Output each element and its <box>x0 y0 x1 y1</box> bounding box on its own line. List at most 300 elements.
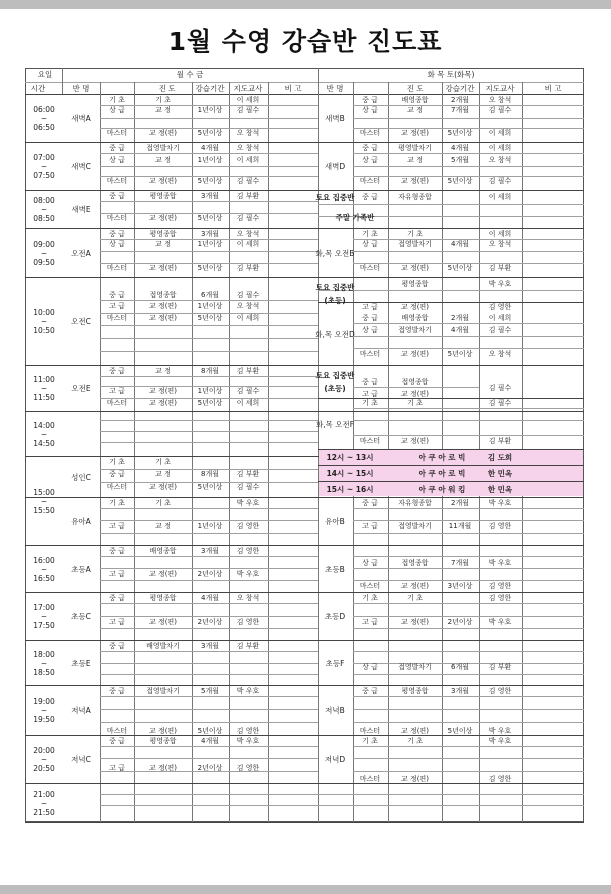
class-teacher: 박 우호 <box>488 559 512 567</box>
row-divider <box>353 323 584 324</box>
class-progress: 배영발차기 <box>146 642 180 650</box>
row-divider <box>353 166 584 167</box>
row-divider <box>100 351 318 352</box>
class-progress: 교 정(편) <box>149 483 177 491</box>
time-end: 11:50 <box>33 393 55 402</box>
row-divider <box>353 603 584 604</box>
class-teacher: 이 세희 <box>236 399 260 407</box>
class-progress: 접영발차기 <box>398 240 432 248</box>
class-period: 5개월 <box>451 156 469 164</box>
class-period: 3개월 <box>201 230 219 238</box>
class-teacher: 박 우호 <box>236 499 260 507</box>
row-divider <box>318 290 584 291</box>
class-progress: 기 초 <box>407 399 423 407</box>
class-teacher: 오 창석 <box>236 302 260 310</box>
class-level: 중 급 <box>362 96 378 104</box>
time-tilde: ~ <box>40 564 48 574</box>
saturday-class-label: 토요 집중반 <box>315 193 355 202</box>
class-level: 기 초 <box>362 737 378 745</box>
time-tilde: ~ <box>40 658 48 668</box>
class-name: 저녁C <box>71 755 91 764</box>
class-progress: 교 정(편) <box>401 775 429 783</box>
time-tilde: ~ <box>40 612 48 621</box>
row-divider <box>353 520 584 521</box>
time-end: 17:50 <box>33 621 55 630</box>
class-teacher: 이 세희 <box>488 230 512 238</box>
class-teacher: 이 세희 <box>236 240 260 248</box>
class-teacher: 김 필수 <box>488 384 512 392</box>
class-name: 새벽A <box>71 114 91 123</box>
class-progress: 교 정(편) <box>149 618 177 626</box>
top-gray-band <box>0 0 611 9</box>
class-period: 2년이상 <box>447 618 473 626</box>
class-period: 5년이상 <box>197 314 223 322</box>
time-tilde: ~ <box>40 114 48 123</box>
row-divider <box>25 822 584 823</box>
row-divider <box>100 166 318 167</box>
right-column-header: 비 고 <box>544 84 562 93</box>
time-tilde: ~ <box>40 496 48 506</box>
class-period: 2년이상 <box>197 570 223 578</box>
class-period: 5년이상 <box>197 264 223 272</box>
class-period: 5년이상 <box>447 727 473 735</box>
saturday-class-label: 토요 집중반 <box>315 371 355 380</box>
class-teacher: 김 부환 <box>488 264 512 272</box>
time-end: 19:50 <box>33 715 55 724</box>
time-end: 18:50 <box>33 667 55 677</box>
class-teacher: 김 영한 <box>236 618 260 626</box>
class-progress: 교 정(편) <box>401 618 429 626</box>
col-divider <box>62 68 63 94</box>
class-progress: 교 정(편) <box>149 214 177 222</box>
class-level: 마스터 <box>106 214 128 222</box>
row-divider <box>318 794 584 795</box>
class-period: 6개월 <box>201 291 219 299</box>
class-level: 기 초 <box>362 399 378 407</box>
row-divider <box>25 365 584 366</box>
class-name: 화,목 오전F <box>315 419 355 429</box>
class-progress: 기 초 <box>407 737 423 745</box>
time-start: 09:00 <box>33 239 55 249</box>
row-divider <box>100 251 318 252</box>
class-teacher: 오 창석 <box>488 96 512 104</box>
class-level: 마스터 <box>359 129 381 137</box>
row-divider <box>100 118 318 119</box>
row-divider <box>100 580 318 581</box>
class-level: 마스터 <box>106 314 128 322</box>
class-name: 화,목 오전B <box>315 248 355 258</box>
class-progress: 평영종합 <box>149 737 177 745</box>
class-progress: 교 정(편) <box>149 264 177 272</box>
class-period: 5년이상 <box>197 483 223 491</box>
class-level: 마스터 <box>106 399 128 407</box>
row-divider <box>100 520 318 521</box>
row-divider <box>353 336 584 337</box>
class-teacher: 이 세희 <box>488 129 512 137</box>
left-column-header: 지도교사 <box>233 84 263 93</box>
col-divider <box>268 82 269 822</box>
class-level: 중 급 <box>109 687 125 695</box>
class-progress: 기 초 <box>407 594 423 602</box>
class-progress: 교 정 <box>155 240 171 248</box>
class-level: 마스터 <box>359 264 381 272</box>
special-program-teacher: 김 도희 <box>487 453 513 462</box>
class-period: 2개월 <box>451 499 469 507</box>
row-divider <box>100 325 318 326</box>
class-teacher: 김 영한 <box>488 582 512 590</box>
saturday-class-sub: (초등) <box>324 296 346 305</box>
class-name: 오전C <box>71 317 91 326</box>
row-divider <box>353 420 584 421</box>
class-teacher: 김 필수 <box>236 291 260 299</box>
row-divider <box>353 251 584 252</box>
time-start: 15:00 <box>33 487 55 497</box>
class-level: 상 급 <box>362 240 378 248</box>
row-divider <box>353 709 584 710</box>
row-divider <box>353 348 584 349</box>
class-teacher: 김 영한 <box>236 522 260 530</box>
right-column-header: 지도교사 <box>485 84 515 93</box>
class-level: 고 급 <box>362 618 378 626</box>
col-divider <box>229 82 230 822</box>
time-tilde: ~ <box>40 429 48 439</box>
class-teacher: 박 우호 <box>488 737 512 745</box>
class-progress: 기 초 <box>155 499 171 507</box>
row-divider <box>100 709 318 710</box>
row-divider <box>25 411 584 412</box>
class-teacher: 박 우호 <box>488 618 512 626</box>
row-divider <box>353 651 584 652</box>
class-period: 1년이상 <box>197 387 223 395</box>
row-divider <box>100 442 318 443</box>
row-divider <box>353 722 584 723</box>
row-divider <box>353 533 584 534</box>
class-progress: 평영종합 <box>149 230 177 238</box>
col-divider <box>134 82 135 822</box>
class-teacher: 김 부환 <box>236 642 260 650</box>
class-progress: 교 정(편) <box>401 264 429 272</box>
class-progress: 교 정(편) <box>401 390 429 398</box>
class-period: 1년이상 <box>197 302 223 310</box>
class-progress: 교 정(편) <box>401 129 429 137</box>
class-name: 초등C <box>71 612 91 621</box>
class-level: 중 급 <box>362 314 378 322</box>
class-name: 초등B <box>325 564 345 574</box>
row-divider <box>100 651 318 652</box>
class-level: 고 급 <box>362 522 378 530</box>
class-period: 4개월 <box>451 326 469 334</box>
class-teacher: 김 영한 <box>488 775 512 783</box>
row-divider <box>353 746 584 747</box>
time-tilde: ~ <box>40 162 48 171</box>
class-teacher: 김 부환 <box>236 470 260 478</box>
class-progress: 배영종합 <box>401 314 429 322</box>
class-level: 마스터 <box>106 264 128 272</box>
class-level: 중 급 <box>362 499 378 507</box>
row-divider <box>353 616 584 617</box>
class-teacher: 김 필수 <box>236 214 260 222</box>
class-name: 새벽C <box>71 162 91 171</box>
class-level: 마스터 <box>106 177 128 185</box>
class-level: 상 급 <box>362 559 378 567</box>
class-name: 오전A <box>71 248 91 258</box>
class-level: 고 급 <box>109 387 125 395</box>
row-divider <box>100 663 318 664</box>
class-level: 마스터 <box>359 177 381 185</box>
time-start: 14:00 <box>33 420 55 430</box>
class-level: 중 급 <box>109 230 125 238</box>
row-divider <box>318 465 584 466</box>
class-teacher: 이 세희 <box>488 314 512 322</box>
class-progress: 교 정(편) <box>149 302 177 310</box>
class-period: 3년이상 <box>447 582 473 590</box>
row-divider <box>25 228 584 229</box>
row-divider <box>353 387 479 388</box>
class-level: 마스터 <box>359 437 381 445</box>
col-divider <box>100 82 101 822</box>
class-period: 2년이상 <box>197 618 223 626</box>
class-period: 5년이상 <box>197 129 223 137</box>
class-progress: 교 정 <box>155 156 171 164</box>
class-period: 2개월 <box>451 314 469 322</box>
time-tilde: ~ <box>40 755 48 764</box>
class-period: 2개월 <box>451 96 469 104</box>
class-progress: 기 초 <box>155 458 171 466</box>
class-progress: 평영종합 <box>401 687 429 695</box>
row-divider <box>318 204 584 205</box>
class-period: 1년이상 <box>197 240 223 248</box>
class-progress: 접영종합 <box>149 291 177 299</box>
class-level: 마스터 <box>106 483 128 491</box>
class-period: 5년이상 <box>447 177 473 185</box>
row-divider <box>100 805 318 806</box>
class-level: 중 급 <box>109 737 125 745</box>
time-tilde: ~ <box>40 248 48 258</box>
class-progress: 접영발차기 <box>398 326 432 334</box>
row-divider <box>353 580 584 581</box>
class-name: 저녁A <box>71 706 91 715</box>
saturday-class-sub: (초등) <box>324 384 346 393</box>
class-progress: 교 정(편) <box>149 399 177 407</box>
row-divider <box>25 94 584 95</box>
class-name: 새벽E <box>71 205 91 214</box>
class-name: 새벽D <box>324 162 346 171</box>
class-teacher: 김 부환 <box>488 663 512 671</box>
right-column-header: 진 도 <box>406 84 424 93</box>
corner-day-label: 요일 <box>37 70 53 79</box>
class-level: 고 급 <box>109 570 125 578</box>
right-column-header: 반 명 <box>326 84 344 93</box>
time-tilde: ~ <box>40 706 48 715</box>
time-start: 18:00 <box>33 649 55 659</box>
class-level: 중 급 <box>109 367 125 375</box>
class-level: 고 급 <box>109 302 125 310</box>
time-end: 09:50 <box>33 257 55 267</box>
class-period: 3개월 <box>201 547 219 555</box>
row-divider <box>100 533 318 534</box>
time-end: 16:50 <box>33 573 55 583</box>
row-divider <box>353 568 584 569</box>
class-teacher: 김 부환 <box>488 437 512 445</box>
class-progress: 교 정(편) <box>401 350 429 358</box>
row-divider <box>25 142 584 143</box>
row-divider <box>100 616 318 617</box>
row-divider <box>353 508 584 509</box>
class-teacher: 박 우호 <box>236 570 260 578</box>
class-level: 마스터 <box>359 582 381 590</box>
class-progress: 접영발차기 <box>398 522 432 530</box>
class-level: 마스터 <box>106 129 128 137</box>
class-level: 중 급 <box>362 144 378 152</box>
class-progress: 평영종합 <box>401 280 429 288</box>
col-divider <box>192 82 193 822</box>
class-name: 성인C <box>71 472 91 482</box>
row-divider <box>100 628 318 629</box>
row-divider <box>318 449 584 450</box>
class-period: 5년이상 <box>197 214 223 222</box>
special-program-time: 14시 ~ 15시 <box>326 469 374 478</box>
class-progress: 접영발차기 <box>146 144 180 152</box>
class-progress: 교 정(편) <box>149 177 177 185</box>
time-start: 10:00 <box>33 308 55 317</box>
class-level: 고 급 <box>362 390 378 398</box>
class-level: 고 급 <box>109 618 125 626</box>
class-period: 4개월 <box>451 144 469 152</box>
class-level: 중 급 <box>109 547 125 555</box>
special-program-time: 12시 ~ 13시 <box>326 453 374 462</box>
class-period: 11개월 <box>448 522 472 530</box>
class-name: 화,목 오전D <box>315 329 355 339</box>
row-divider <box>25 592 584 593</box>
class-teacher: 김 필수 <box>488 106 512 114</box>
class-teacher: 이 세희 <box>236 156 260 164</box>
class-progress: 교 정(편) <box>149 314 177 322</box>
time-end: 20:50 <box>33 764 55 773</box>
time-start: 11:00 <box>33 375 55 384</box>
class-teacher: 오 창석 <box>488 156 512 164</box>
row-divider <box>25 640 584 641</box>
class-level: 마스터 <box>359 727 381 735</box>
row-divider <box>100 746 318 747</box>
class-teacher: 김 부환 <box>236 367 260 375</box>
row-divider <box>318 481 584 482</box>
class-level: 상 급 <box>109 106 125 114</box>
class-level: 중 급 <box>109 470 125 478</box>
class-level: 상 급 <box>109 240 125 248</box>
row-divider <box>353 696 584 697</box>
class-teacher: 오 창석 <box>236 144 260 152</box>
row-divider <box>100 420 318 421</box>
class-progress: 교 정(편) <box>149 764 177 772</box>
time-end: 06:50 <box>33 123 55 132</box>
class-teacher: 김 필수 <box>488 399 512 407</box>
class-level: 마스터 <box>359 350 381 358</box>
time-tilde: ~ <box>40 205 48 214</box>
class-teacher: 김 영한 <box>236 764 260 772</box>
bottom-gray-band <box>0 885 611 894</box>
class-level: 상 급 <box>362 106 378 114</box>
class-level: 중 급 <box>109 594 125 602</box>
row-divider <box>353 771 584 772</box>
class-name: 저녁B <box>325 706 345 715</box>
class-teacher: 김 영한 <box>488 522 512 530</box>
time-start: 17:00 <box>33 603 55 612</box>
class-progress: 교 정 <box>155 367 171 375</box>
row-divider <box>318 805 584 806</box>
row-divider <box>353 628 584 629</box>
class-progress: 기 초 <box>155 96 171 104</box>
class-period: 5년이상 <box>447 350 473 358</box>
class-level: 고 급 <box>109 522 125 530</box>
right-group-header: 화 목 토(화목) <box>427 70 475 79</box>
class-progress: 교 정(편) <box>401 582 429 590</box>
class-progress: 교 정(편) <box>149 387 177 395</box>
time-tilde: ~ <box>40 317 48 326</box>
class-progress: 교 정(편) <box>149 129 177 137</box>
time-end: 21:50 <box>33 807 55 817</box>
corner-time-label: 시간 <box>30 84 46 93</box>
class-period: 7개월 <box>451 106 469 114</box>
row-divider <box>353 118 584 119</box>
class-level: 기 초 <box>362 594 378 602</box>
time-start: 06:00 <box>33 105 55 114</box>
row-divider <box>100 153 318 154</box>
class-level: 기 초 <box>109 499 125 507</box>
class-teacher: 김 영한 <box>488 687 512 695</box>
class-progress: 평영발차기 <box>398 144 432 152</box>
row-divider <box>353 556 584 557</box>
class-period: 1년이상 <box>197 522 223 530</box>
class-progress: 접영발차기 <box>398 663 432 671</box>
class-period: 4개월 <box>201 737 219 745</box>
class-period: 6개월 <box>451 663 469 671</box>
class-level: 고 급 <box>362 303 378 311</box>
class-level: 고 급 <box>109 764 125 772</box>
row-divider <box>25 685 584 686</box>
row-divider <box>100 758 318 759</box>
class-level: 중 급 <box>109 291 125 299</box>
class-teacher: 박 우호 <box>488 499 512 507</box>
class-teacher: 이 세희 <box>488 193 512 201</box>
time-end: 14:50 <box>33 438 55 448</box>
row-divider <box>100 696 318 697</box>
page-title: 1월 수영 강습반 진도표 <box>168 27 443 56</box>
family-class-label: 주말 가족반 <box>335 213 375 222</box>
class-period: 3개월 <box>201 642 219 650</box>
class-teacher: 김 영한 <box>488 303 512 311</box>
class-teacher: 김 부환 <box>236 264 260 272</box>
row-divider <box>25 82 584 83</box>
left-column-header: 반 명 <box>72 84 90 93</box>
class-name: 유아B <box>325 517 345 526</box>
class-period: 8개월 <box>201 367 219 375</box>
class-teacher: 김 필수 <box>236 106 260 114</box>
row-divider <box>25 545 584 546</box>
class-teacher: 김 필수 <box>488 177 512 185</box>
class-period: 5년이상 <box>447 129 473 137</box>
class-progress: 접영발차기 <box>146 687 180 695</box>
special-program-teacher: 한 민옥 <box>487 485 513 494</box>
saturday-class-label: 토요 집중반 <box>315 283 355 292</box>
row-divider <box>100 431 318 432</box>
class-progress: 접영종합 <box>401 559 429 567</box>
row-divider <box>100 722 318 723</box>
row-divider <box>318 398 584 399</box>
class-period: 2년이상 <box>197 764 223 772</box>
row-divider <box>25 497 318 498</box>
class-name: 초등D <box>324 612 346 621</box>
special-program-teacher: 한 민옥 <box>487 469 513 478</box>
